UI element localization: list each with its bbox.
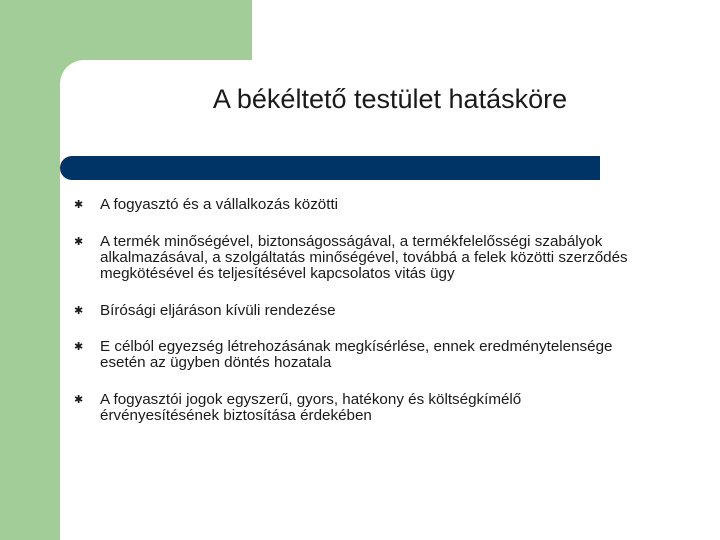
bullet-text: Bírósági eljáráson kívüli rendezése (100, 302, 336, 319)
bullet-text: A fogyasztói jogok egyszerű, gyors, hatékony és költségkímélő érvényesítésének biztosítása érdekében (100, 391, 522, 424)
bullet-icon: ✱ (74, 305, 84, 317)
bullet-icon: ✱ (74, 341, 84, 353)
bullet-list (74, 197, 644, 424)
list-item (74, 392, 644, 424)
list-item (74, 339, 644, 371)
bullet-icon: ✱ (74, 394, 84, 406)
bullet-text: E célból egyezség létrehozásának megkísérlése, ennek eredménytelensége esetén az ügyben döntés hozatala (100, 338, 613, 371)
bullet-icon: ✱ (74, 199, 84, 211)
list-item (74, 234, 644, 282)
slide-title: A békéltető testület hatásköre (212, 84, 568, 114)
list-item (74, 303, 644, 319)
bullet-icon: ✱ (74, 236, 84, 248)
bullet-text: A termék minőségével, biztonságosságával, a termékfelelősségi szabályok alkalmazásával, a szolgáltatás minőségével, továbbá a felek közötti szerződés megkötésével és teljesítésével kapcsolatos vitás ügy (100, 233, 628, 282)
list-item (74, 197, 644, 213)
title-underline-bar (60, 156, 600, 180)
bullet-text: A fogyasztó és a vállalkozás közötti (100, 196, 339, 213)
